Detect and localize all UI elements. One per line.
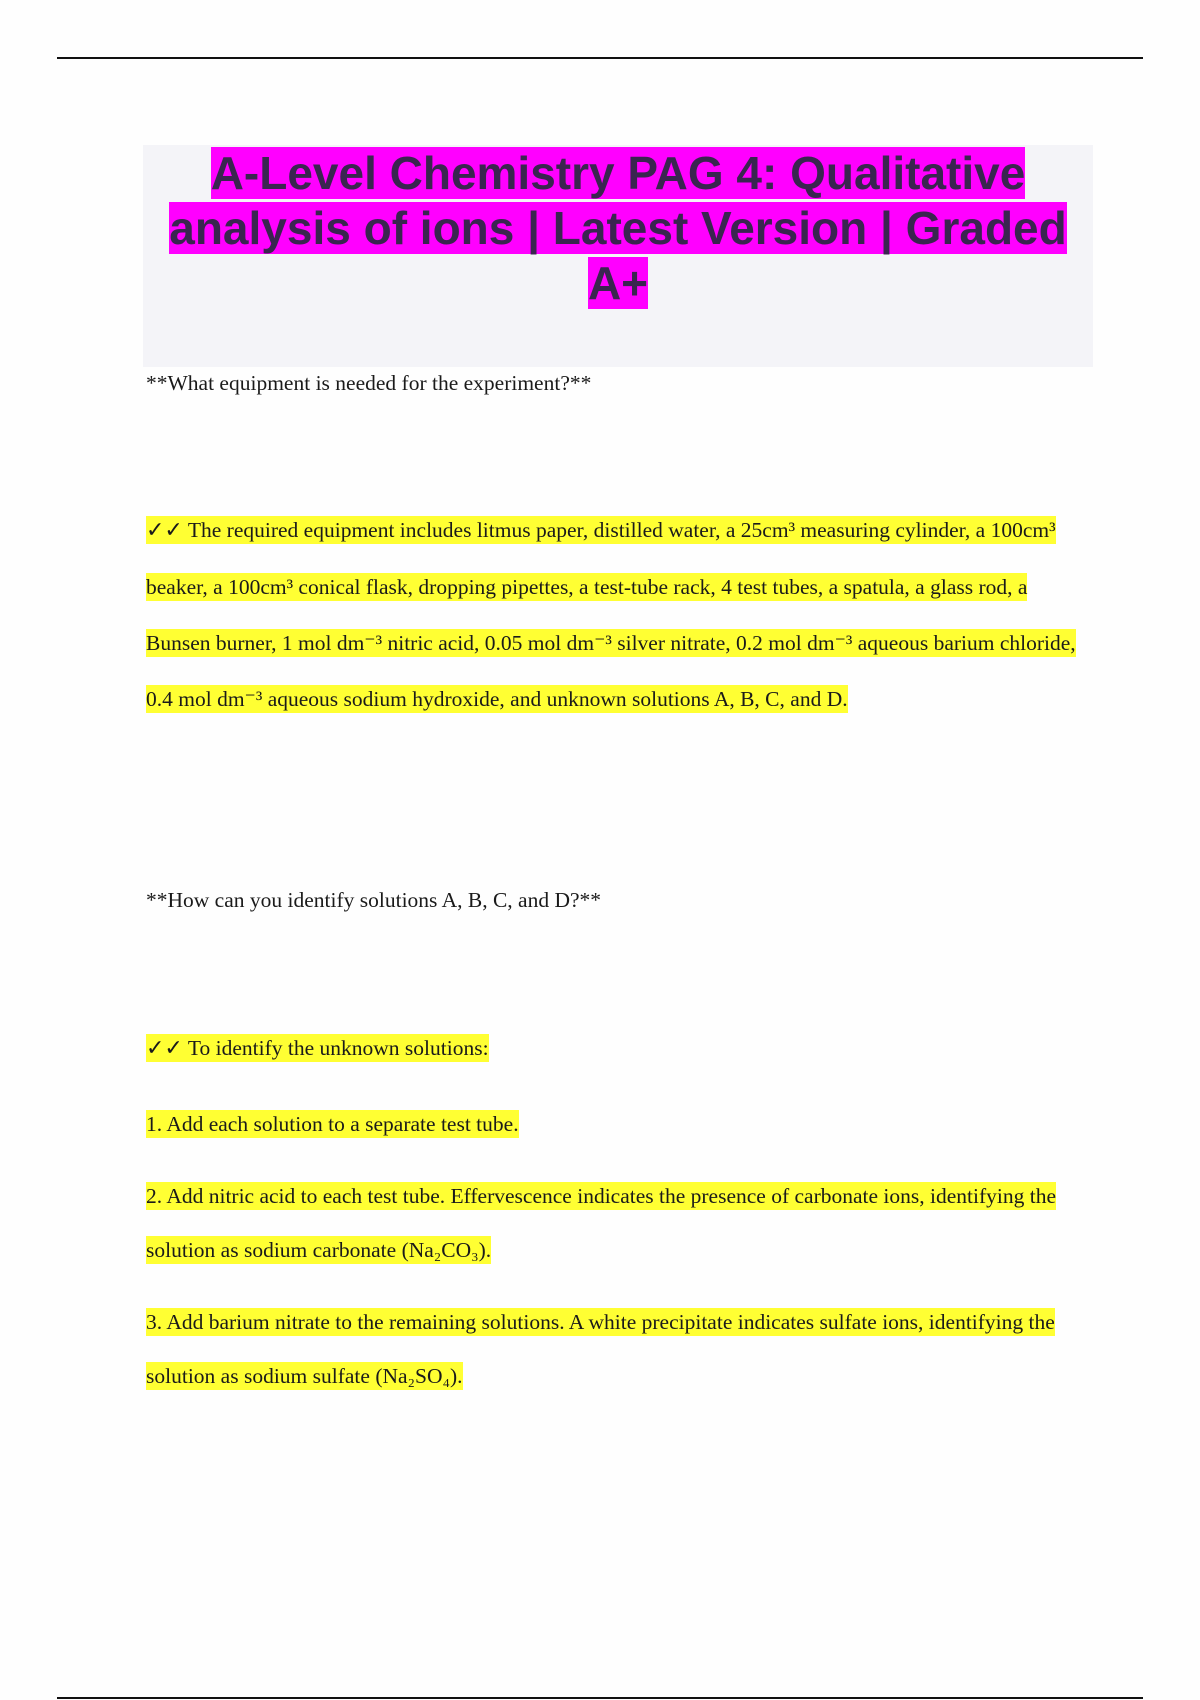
title-box [143, 145, 1093, 367]
list-item [146, 1169, 1096, 1277]
answer-2-highlight [146, 1034, 489, 1062]
step-2: 2. Add nitric acid to each test tube. Effervescence indicates the presence of carbonate ions, identifying the solution as sodium carbonate (Na₂CO₃). [146, 1184, 1057, 1262]
title-text: A-Level Chemistry PAG 4: Qualitative analysis of ions | Latest Version | Graded A+ [169, 147, 1067, 309]
check-mark-icon: ✓✓ [146, 518, 183, 543]
top-rule [57, 57, 1143, 59]
answer-1-text: The required equipment includes litmus paper, distilled water, a 25cm³ measuring cylinder, a 100cm³ beaker, a 100cm³ conical flask, dropping pipettes, a test-tube rack, 4 test tubes, a spatula, a glass rod, a Bunsen burner, 1 mol dm⁻³ nitric acid, 0.05 mol dm⁻³ silver nitrate, 0.2 mol dm⁻³ aqueous barium chloride, 0.4 mol dm⁻³ aqueous sodium hydroxide, and unknown solutions A, B, C, and D. [146, 518, 1076, 711]
answer-2 [146, 1020, 1096, 1077]
check-mark-icon: ✓✓ [146, 1036, 183, 1061]
answer-1 [146, 502, 1096, 727]
document-title [143, 145, 1093, 311]
step-3: 3. Add barium nitrate to the remaining solutions. A white precipitate indicates sulfate ions, identifying the solution as sodium sulfate (Na₂SO₄). [146, 1310, 1055, 1388]
steps-list [146, 1097, 1096, 1421]
list-item [146, 1295, 1096, 1403]
question-1: **What equipment is needed for the experiment?** [146, 371, 592, 395]
step-1: 1. Add each solution to a separate test tube. [146, 1112, 519, 1136]
question-2: **How can you identify solutions A, B, C, and D?** [146, 888, 602, 912]
bottom-rule [57, 1697, 1143, 1699]
answer-1-highlight [146, 516, 1076, 713]
answer-2-text: To identify the unknown solutions: [187, 1036, 489, 1060]
list-item [146, 1097, 1096, 1151]
